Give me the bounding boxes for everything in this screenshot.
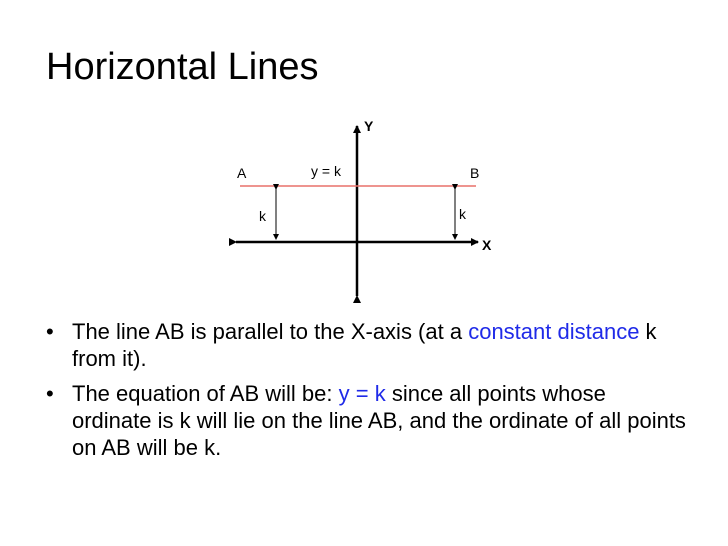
bullet-list [46, 318, 686, 469]
slide-title: Horizontal Lines [46, 46, 319, 88]
bullet-marker: • [46, 319, 54, 344]
x-axis-label: X [482, 237, 492, 253]
bullet-item [46, 318, 686, 372]
line-equation-label: y = k [311, 163, 341, 179]
y-axis-label: Y [364, 118, 374, 134]
point-b-label: B [470, 165, 480, 181]
bullet-highlight: constant distance [468, 319, 640, 344]
point-a-label: A [237, 165, 247, 181]
bullet-text: k from it). [72, 319, 657, 371]
bullet-highlight: y = k [338, 381, 386, 406]
bullet-text: The equation of AB will be: [72, 381, 339, 406]
bullet-text: since all points whose ordinate is k will lie on the line AB, and the ordinate of all points on AB will be k. [72, 381, 686, 460]
bullet-marker: • [46, 381, 54, 406]
distance-label-right: k [459, 206, 466, 222]
distance-label-left: k [259, 208, 266, 224]
bullet-text: The line AB is parallel to the X-axis (at a [72, 319, 469, 344]
bullet-item [46, 380, 686, 461]
